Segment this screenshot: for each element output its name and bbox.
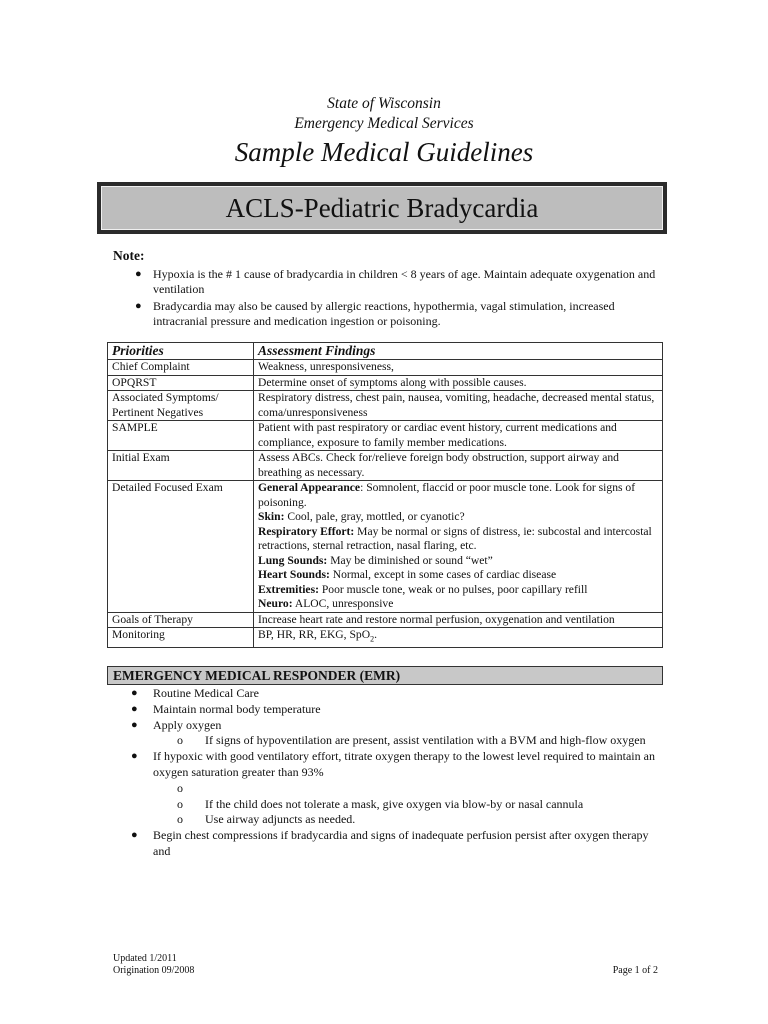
list-item-text: Apply oxygen [153,717,222,732]
page-footer [113,953,658,977]
list-item [113,828,663,860]
exam-text: Normal, except in some cases of cardiac disease [329,568,557,581]
footer-page-number: Page 1 of 2 [612,965,658,976]
finding-cell: Determine onset of symptoms along with possible causes. [254,375,663,391]
table-row [108,612,663,628]
emr-section-heading: EMERGENCY MEDICAL RESPONDER (EMR) [107,666,663,685]
finding-cell [254,628,663,648]
table-header-row [108,343,663,360]
priority-cell: OPQRST [108,375,254,391]
exam-label: Lung Sounds: [258,553,328,567]
table-row [108,628,663,648]
note-bullet [113,299,658,329]
bullet-icon: ● [131,687,138,699]
protocol-title-frame [97,182,667,234]
footer-updated: Updated 1/2011 [113,953,177,964]
priority-cell: SAMPLE [108,421,254,451]
header-agency: Emergency Medical Services [294,115,474,132]
exam-item [258,510,658,525]
finding-cell: Weakness, unresponsiveness, [254,360,663,376]
note-bullet-text: Bradycardia may also be caused by allergic reactions, hypothermia, vagal stimulation, increased intracranial pressure and medication ingestion or poisoning. [153,299,615,328]
finding-cell: Increase heart rate and restore normal perfusion, oxygenation and ventilation [254,612,663,628]
finding-cell: Assess ABCs. Check for/relieve foreign body obstruction, support airway and breathing as necessary. [254,451,663,481]
sub-list-item-text: Use airway adjuncts as needed. [205,812,356,827]
finding-cell: Patient with past respiratory or cardiac event history, current medications and compliance, exposure to family member medications. [254,421,663,451]
priority-cell: Chief Complaint [108,360,254,376]
exam-item [258,481,658,510]
priority-cell: Initial Exam [108,451,254,481]
priority-cell: Associated Symptoms/ Pertinent Negatives [108,391,254,421]
protocol-title-box [101,186,663,230]
priority-cell: Goals of Therapy [108,612,254,628]
exam-label: Heart Sounds: [258,568,330,581]
exam-label: General Appearance [258,481,361,494]
exam-text: ALOC, unresponsive [292,597,394,610]
list-item-text: If hypoxic with good ventilatory effort, titrate oxygen therapy to the lowest level required to maintain an oxygen saturation greater than 93% [153,749,655,779]
finding-cell: Respiratory distress, chest pain, nausea, vomiting, headache, decreased mental status, coma/unresponsiveness [254,391,663,421]
list-item-text: Begin chest compressions if bradycardia and signs of inadequate perfusion persist after oxygen therapy and [153,828,649,858]
exam-item [258,554,658,569]
exam-item [258,597,658,612]
sub-list-item-text: If signs of hypoventilation are present, assist ventilation with a BVM and high-flow oxygen [205,733,646,748]
note-bullet [113,267,658,297]
footer-origination: Origination 09/2008 [113,965,195,976]
list-item-text: Maintain normal body temperature [153,701,321,716]
bullet-icon: ● [135,300,142,312]
emr-section [113,686,663,860]
circle-bullet-icon: o [177,733,183,748]
monitoring-end: . [374,628,378,641]
sub-list-item [113,812,663,828]
exam-text: Poor muscle tone, weak or no pulses, poor capillary refill [318,582,588,596]
exam-text: Cool, pale, gray, mottled, or cyanotic? [284,510,465,523]
finding-cell-detailed [254,481,663,613]
exam-label: Skin: [258,510,285,523]
column-header-priorities: Priorities [108,343,254,360]
exam-text: May be diminished or sound “wet” [327,553,493,567]
list-item [113,749,663,781]
sub-list-item-text [205,781,663,797]
note-heading: Note: [113,248,145,263]
exam-text: May be normal or signs of distress, ie: subcostal and intercostal retractions, sternal retraction, nasal flaring, etc. [258,524,652,552]
monitoring-text: BP, HR, RR, EKG, SpO [258,628,371,641]
exam-item [258,525,658,554]
table-row [108,391,663,421]
priority-cell: Monitoring [108,628,254,648]
table-row [108,375,663,391]
exam-label: Neuro: [258,597,293,610]
list-item-text: Routine Medical Care [153,686,259,700]
sub-list-item [113,733,663,749]
exam-text: : Somnolent, flaccid or poor muscle tone. Look for signs of poisoning. [258,481,636,509]
document-header [0,94,768,169]
protocol-title: ACLS-Pediatric Bradycardia [225,192,539,223]
exam-item [258,568,658,583]
exam-item [258,583,658,598]
bullet-icon: ● [135,268,142,280]
list-item [113,686,663,702]
bullet-icon: ● [131,829,138,842]
sub-list-item-text: If the child does not tolerate a mask, give oxygen via blow-by or nasal cannula [205,796,584,811]
table-row [108,451,663,481]
bullet-icon: ● [131,750,138,763]
exam-label: Respiratory Effort: [258,524,355,538]
bullet-icon: ● [131,718,138,731]
list-item [113,718,663,734]
table-row [108,360,663,376]
exam-label: Extremities: [258,582,319,596]
bullet-icon: ● [131,702,138,715]
column-header-findings: Assessment Findings [254,343,663,360]
note-bullet-text: Hypoxia is the # 1 cause of bradycardia in children < 8 years of age. Maintain adequate oxygenation and ventilation [153,267,656,296]
note-section [113,248,658,331]
header-state: State of Wisconsin [327,95,441,112]
assessment-table [107,342,663,648]
monitoring-subscript: 2 [370,634,375,644]
header-guidelines-title: Sample Medical Guidelines [234,137,534,167]
table-row [108,421,663,451]
sub-list-item [113,797,663,813]
priority-cell: Detailed Focused Exam [108,481,254,613]
table-row-detailed-exam [108,481,663,613]
circle-bullet-icon: o [177,780,183,795]
list-item [113,702,663,718]
circle-bullet-icon: o [177,796,183,811]
sub-list-item [113,781,663,797]
circle-bullet-icon: o [177,812,183,827]
